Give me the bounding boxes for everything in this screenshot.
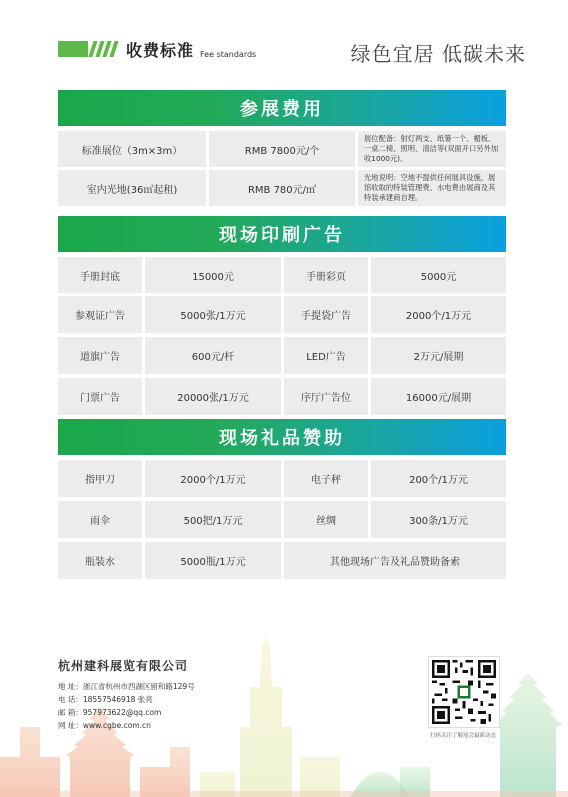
- gift-price: 5000瓶/1万元: [145, 542, 281, 579]
- gift-item: 指甲刀: [58, 460, 142, 497]
- fee-note: 展位配备：射灯两支、纸篓一个、楣板、一桌二椅、照明、清洁等(双面开口另外加收1000元)。: [358, 131, 506, 167]
- ad-item: LED广告: [284, 337, 368, 374]
- phone: 电 话：18557546918 张亮: [58, 695, 153, 704]
- table-row: [58, 170, 506, 206]
- exhibition-fee-table: [58, 131, 506, 209]
- company-name: 杭州建科展览有限公司: [58, 659, 189, 673]
- ad-price: 5000张/1万元: [145, 296, 281, 333]
- section-banner-print-ads: [58, 216, 506, 252]
- gift-item: 电子秤: [284, 460, 368, 497]
- address: 地 址：浙江省杭州市西湖区留和路129号: [58, 682, 195, 691]
- section-title: 现场印刷广告: [219, 225, 345, 246]
- fee-item: 标准展位（3m×3m）: [58, 131, 206, 167]
- table-row: [58, 501, 506, 538]
- ad-price: 16000元/展期: [371, 378, 506, 415]
- section-title: 参展费用: [240, 99, 324, 120]
- table-row: [58, 378, 506, 415]
- section-banner-exhibition-fees: [58, 90, 506, 126]
- fee-price: RMB 780元/㎡: [209, 170, 355, 206]
- ad-item: 道旗广告: [58, 337, 142, 374]
- ad-price: 20000张/1万元: [145, 378, 281, 415]
- gift-item: 丝绸: [284, 501, 368, 538]
- qr-code-icon[interactable]: [428, 656, 500, 728]
- table-row: [58, 542, 506, 579]
- fee-note: 光地说明：空地不提供任何展具设施，展馆收取的特装管理费、水电费由展商及其特装承建商自理。: [358, 170, 506, 206]
- ad-price: 2000个/1万元: [371, 296, 506, 333]
- fee-price: RMB 7800元/个: [209, 131, 355, 167]
- ad-item: 手提袋广告: [284, 296, 368, 333]
- ad-item: 序厅广告位: [284, 378, 368, 415]
- page-title: 收费标准: [126, 40, 195, 60]
- gift-price: 500把/1万元: [145, 501, 281, 538]
- email: 邮 箱：957973622@qq.com: [58, 708, 162, 717]
- table-row: [58, 337, 506, 374]
- contact-info: [58, 680, 195, 732]
- header-stripes-icon: [58, 41, 116, 57]
- ad-price: 600元/杆: [145, 337, 281, 374]
- gift-note: 其他现场广告及礼品赞助备索: [284, 542, 506, 579]
- section-title: 现场礼品赞助: [219, 428, 345, 449]
- gift-price: 2000个/1万元: [145, 460, 281, 497]
- section-banner-gift-sponsorship: [58, 419, 506, 455]
- ad-price: 15000元: [145, 257, 281, 293]
- gift-price: 200个/1万元: [371, 460, 506, 497]
- ad-item: 手册封底: [58, 257, 142, 293]
- ad-price: 5000元: [371, 257, 506, 293]
- ad-price: 2万元/展期: [371, 337, 506, 374]
- table-row: [58, 296, 506, 333]
- table-row: [58, 460, 506, 497]
- ad-item: 门票广告: [58, 378, 142, 415]
- website[interactable]: 网 址：www.cgbe.com.cn: [58, 721, 151, 730]
- table-row: [58, 131, 506, 167]
- gift-price: 300条/1万元: [371, 501, 506, 538]
- page-subtitle-en: Fee standards: [200, 49, 257, 59]
- gift-item: 瓶装水: [58, 542, 142, 579]
- gift-item: 雨伞: [58, 501, 142, 538]
- slogan: 绿色宜居 低碳未来: [350, 42, 526, 66]
- table-row: [58, 257, 506, 293]
- page-header: [58, 36, 256, 62]
- ad-item: 参观证广告: [58, 296, 142, 333]
- print-ads-table: [58, 257, 506, 418]
- gift-sponsorship-table: [58, 460, 506, 582]
- ad-item: 手册彩页: [284, 257, 368, 293]
- fee-item: 室内光地(36㎡起租): [58, 170, 206, 206]
- qr-caption: 扫码关注了解展会最新动态: [429, 733, 496, 739]
